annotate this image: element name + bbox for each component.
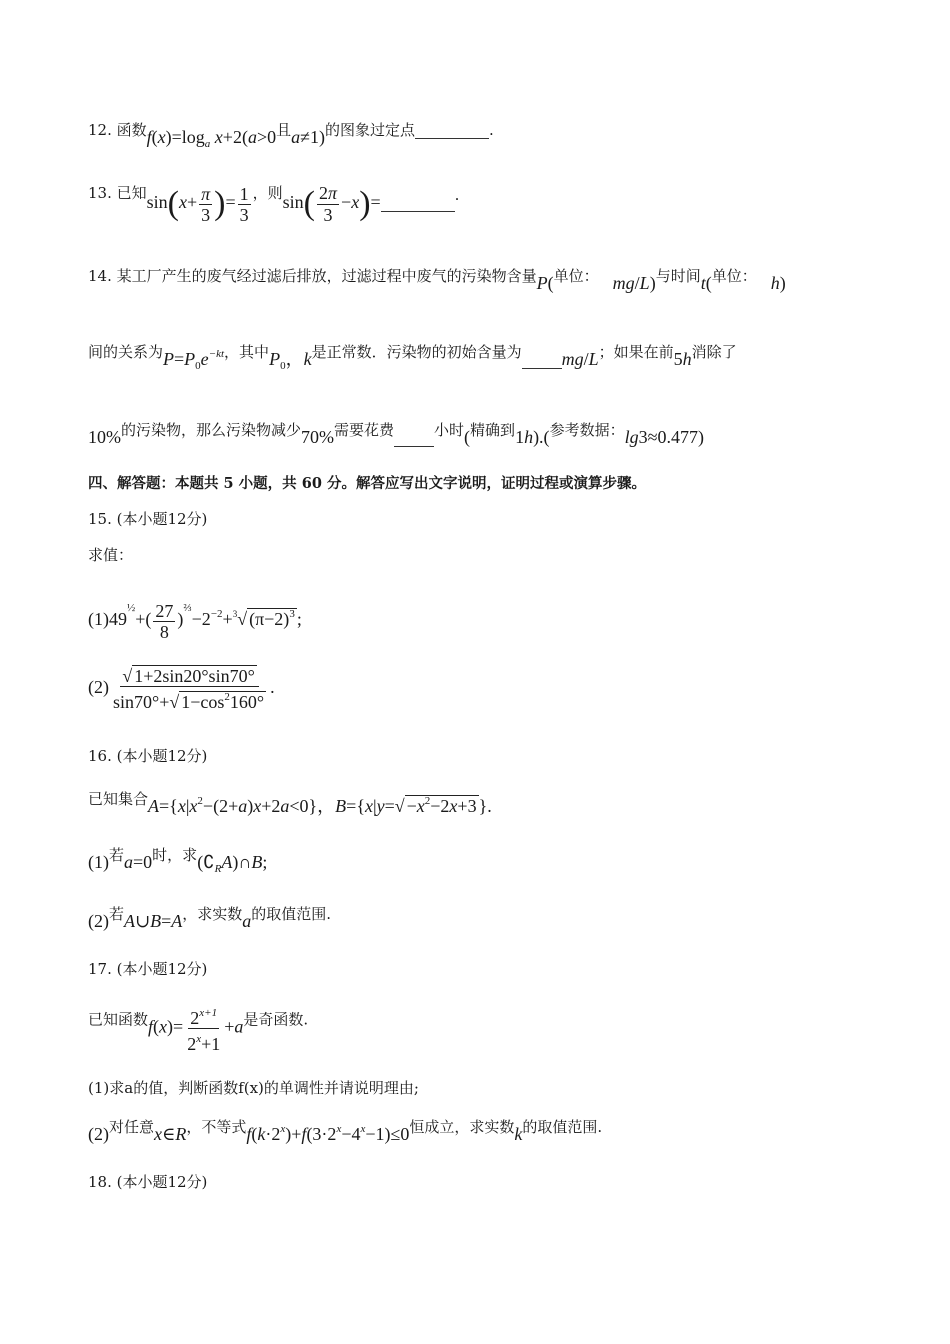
question-16-part2: (2)若A∪B=A，求实数a的取值范围. bbox=[88, 905, 332, 931]
question-18-title: 18. (本小题12分) bbox=[88, 1173, 208, 1191]
question-16-given: 已知集合$A=\{x|x^2-(2+a)x+2a<0\}$，$B=\{x|y=√ -x^2-2x+3$ }. bbox=[88, 790, 492, 816]
question-14-line1: 14. 某工厂产生的废气经过滤后排放，过滤过程中废气的污染物含量P(单位： mg/L)与时间t(单位： h) bbox=[88, 267, 786, 293]
answer-blank bbox=[381, 197, 455, 212]
question-15-title: 15. (本小题12分) bbox=[88, 510, 208, 528]
q13-mid: ，则 bbox=[252, 184, 283, 202]
question-16-part1: (1)若a=0时，求$(∁_RA)\cap B$; bbox=[88, 846, 268, 875]
question-15-part2: (2) $\frac{√ 1+2\sin 20^\circ\sin 70^\circ}{\sin 70^\circ+√ 1-\cos^2160^\circ}$ . bbox=[88, 666, 275, 712]
q12-label: 12. 函数 bbox=[88, 121, 147, 139]
question-17-part2: (2)对任意x∈R，不等式$f(k\cdot 2^x)+f(3\cdot 2^x-4^x-1)\le 0$恒成立，求实数k的取值范围. bbox=[88, 1118, 603, 1144]
question-17-title: 17. (本小题12分) bbox=[88, 960, 208, 978]
question-16-title: 16. (本小题12分) bbox=[88, 747, 208, 765]
question-15-part1: $(1)49^{\frac{1}{2}}+$( $\frac{27}{8}$ )$^{\frac{2}{3}}-2^{-2}+^3√$ $(\pi-2)^3$ ; bbox=[88, 600, 302, 642]
question-12: 12. 函数$f(x)=\log_a$ x+2(a>0且a≠1)的图象过定点 . bbox=[88, 121, 494, 150]
question-14-line2: 间的关系为$P=P_0e^{-kt}$，其中$P_0$，k是正常数．污染物的初始含量为 mg/L；如果在前5h消除了 bbox=[88, 343, 737, 372]
answer-blank bbox=[415, 124, 489, 139]
question-14-line3: 10%的污染物，那么污染物减少70%需要花费 小时(精确到1h).(参考数据：lg3≈0.477) bbox=[88, 421, 704, 447]
answer-blank bbox=[394, 432, 434, 447]
question-17-part1: (1)求a的值，判断函数f(x)的单调性并请说明理由; bbox=[88, 1079, 419, 1097]
question-15-ask: 求值： bbox=[88, 546, 134, 564]
q12-mid: 的图象过定点 bbox=[325, 121, 416, 139]
answer-blank bbox=[522, 354, 562, 369]
q13-label: 13. 已知 bbox=[88, 184, 147, 202]
section-4-header: 四、解答题：本题共 5 小题，共 60 分。解答应写出文字说明，证明过程或演算步骤。 bbox=[88, 475, 646, 492]
question-13: 13. 已知sin(x+ $\frac{\pi}{3}$ )= $\frac{1}{3}$ ，则sin( $\frac{2\pi}{3}$ −x)= . bbox=[88, 183, 460, 225]
question-17-given: 已知函数f(x)= $\frac{2^{x+1}}{2^x+1}$ +a是奇函数. bbox=[88, 1003, 308, 1054]
